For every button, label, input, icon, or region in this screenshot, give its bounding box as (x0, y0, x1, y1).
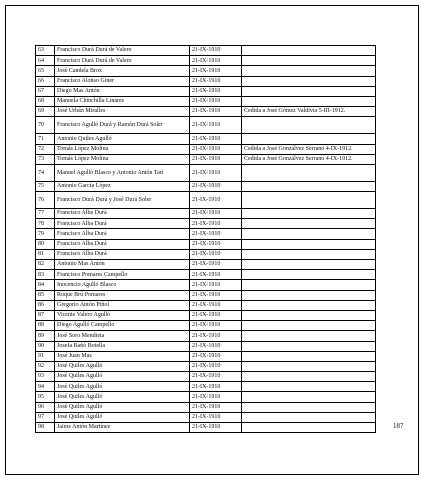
row-number: 81 (36, 249, 55, 259)
row-name: José Quiles Agulló (55, 372, 190, 382)
row-note (242, 86, 376, 96)
row-note (242, 392, 376, 402)
table-row (36, 66, 376, 76)
row-name: Francisco Durá Durá y José Durá Soler (55, 192, 190, 209)
row-number: 64 (36, 56, 55, 66)
table-row (36, 260, 376, 270)
row-number: 74 (36, 164, 55, 181)
row-name: Antonio García López (55, 181, 190, 191)
table-row (36, 392, 376, 402)
row-note (242, 229, 376, 239)
row-note (242, 331, 376, 341)
row-name: Francisco Agulló Durá y Ramón Durá Soler (55, 117, 190, 134)
table-row (36, 164, 376, 181)
row-note: Cedida a José Gómez Valdivia 5-III-1912. (242, 107, 376, 117)
row-date: 21-IX-1910 (190, 154, 242, 164)
row-note (242, 321, 376, 331)
row-date: 21-IX-1910 (190, 270, 242, 280)
row-number: 68 (36, 96, 55, 106)
row-date: 21-IX-1910 (190, 331, 242, 341)
row-note (242, 361, 376, 371)
row-name: Antonio Mas Antón (55, 260, 190, 270)
row-note (242, 134, 376, 144)
row-number: 92 (36, 361, 55, 371)
row-name: Josefa Bañó Botella (55, 341, 190, 351)
row-date: 21-IX-1910 (190, 341, 242, 351)
table-row (36, 300, 376, 310)
row-date: 21-IX-1910 (190, 96, 242, 106)
row-date: 21-IX-1910 (190, 260, 242, 270)
row-date: 21-IX-1910 (190, 66, 242, 76)
table-row (36, 351, 376, 361)
row-name: Diego Mas Antón (55, 86, 190, 96)
table-row (36, 310, 376, 320)
row-note: Cedida a José Gonzálvez Serrano 4-IX-1912. (242, 154, 376, 164)
row-number: 90 (36, 341, 55, 351)
row-number: 97 (36, 412, 55, 422)
row-note (242, 382, 376, 392)
table-row (36, 144, 376, 154)
row-name: Vicente Valero Agulló (55, 310, 190, 320)
row-date: 21-IX-1910 (190, 412, 242, 422)
row-number: 95 (36, 392, 55, 402)
row-note (242, 402, 376, 412)
row-number: 65 (36, 66, 55, 76)
table-row (36, 154, 376, 164)
table-row (36, 239, 376, 249)
table-row (36, 134, 376, 144)
table-row (36, 96, 376, 106)
table-row (36, 423, 376, 433)
row-date: 21-IX-1910 (190, 249, 242, 259)
table-row (36, 107, 376, 117)
row-date: 21-IX-1910 (190, 280, 242, 290)
row-note (242, 164, 376, 181)
row-number: 89 (36, 331, 55, 341)
row-note (242, 290, 376, 300)
row-number: 98 (36, 423, 55, 433)
row-date: 21-IX-1910 (190, 209, 242, 219)
row-note (242, 270, 376, 280)
row-name: Francisco Alba Durá (55, 219, 190, 229)
row-name: José Quiles Agulló (55, 402, 190, 412)
table-row (36, 117, 376, 134)
row-note (242, 412, 376, 422)
row-name: Manuel Agulló Blasco y Antonio Antón Tari (55, 164, 190, 181)
table-row (36, 219, 376, 229)
row-date: 21-IX-1910 (190, 192, 242, 209)
row-number: 83 (36, 270, 55, 280)
row-note (242, 209, 376, 219)
row-number: 79 (36, 229, 55, 239)
row-name: Francisco Pomares Campello (55, 270, 190, 280)
row-number: 66 (36, 76, 55, 86)
row-number: 85 (36, 290, 55, 300)
row-name: José Quiles Agulló (55, 412, 190, 422)
row-number: 75 (36, 181, 55, 191)
row-date: 21-IX-1910 (190, 164, 242, 181)
row-note (242, 280, 376, 290)
register-table-body (36, 46, 376, 433)
table-row (36, 402, 376, 412)
row-date: 21-IX-1910 (190, 181, 242, 191)
row-number: 71 (36, 134, 55, 144)
table-row (36, 290, 376, 300)
row-number: 82 (36, 260, 55, 270)
table-row (36, 86, 376, 96)
row-note (242, 76, 376, 86)
table-row (36, 270, 376, 280)
row-note (242, 310, 376, 320)
row-date: 21-IX-1910 (190, 351, 242, 361)
row-name: José Quiles Agulló (55, 361, 190, 371)
row-date: 21-IX-1910 (190, 361, 242, 371)
row-note (242, 351, 376, 361)
row-date: 21-IX-1910 (190, 134, 242, 144)
table-row (36, 192, 376, 209)
row-number: 86 (36, 300, 55, 310)
row-name: Gregorio Antón Piñol (55, 300, 190, 310)
table-row (36, 331, 376, 341)
row-date: 21-IX-1910 (190, 423, 242, 433)
row-number: 73 (36, 154, 55, 164)
row-name: Inocencio Agulló Blasco (55, 280, 190, 290)
row-note (242, 181, 376, 191)
row-number: 93 (36, 372, 55, 382)
row-name: José Quiles Agulló (55, 382, 190, 392)
row-number: 88 (36, 321, 55, 331)
row-note (242, 46, 376, 56)
row-note (242, 372, 376, 382)
row-date: 21-IX-1910 (190, 392, 242, 402)
row-number: 94 (36, 382, 55, 392)
row-note (242, 219, 376, 229)
row-number: 78 (36, 219, 55, 229)
table-row (36, 412, 376, 422)
table-row (36, 249, 376, 259)
table-row (36, 372, 376, 382)
table-row (36, 56, 376, 66)
row-date: 21-IX-1910 (190, 229, 242, 239)
row-name: Francisco Durá Durá de Valero (55, 46, 190, 56)
table-row (36, 76, 376, 86)
row-date: 21-IX-1910 (190, 239, 242, 249)
register-table (35, 45, 376, 433)
row-date: 21-IX-1910 (190, 382, 242, 392)
row-number: 77 (36, 209, 55, 219)
row-note (242, 117, 376, 134)
row-name: José Soro Mendieta (55, 331, 190, 341)
row-number: 67 (36, 86, 55, 96)
row-note (242, 66, 376, 76)
row-number: 70 (36, 117, 55, 134)
row-date: 21-IX-1910 (190, 310, 242, 320)
row-name: José Juan Mas (55, 351, 190, 361)
row-date: 21-IX-1910 (190, 402, 242, 412)
table-row (36, 209, 376, 219)
row-date: 21-IX-1910 (190, 300, 242, 310)
row-date: 21-IX-1910 (190, 107, 242, 117)
row-note (242, 192, 376, 209)
row-name: José Candela Brox (55, 66, 190, 76)
row-number: 76 (36, 192, 55, 209)
row-number: 63 (36, 46, 55, 56)
row-name: Roque Brú Pomares (55, 290, 190, 300)
row-name: Francisco Alba Durá (55, 239, 190, 249)
row-name: José Urbán Miralles (55, 107, 190, 117)
row-name: Jaime Antón Martínez (55, 423, 190, 433)
table-row (36, 280, 376, 290)
table-row (36, 181, 376, 191)
table-row (36, 46, 376, 56)
row-name: Diego Agulló Campello (55, 321, 190, 331)
row-date: 21-IX-1910 (190, 86, 242, 96)
table-row (36, 382, 376, 392)
page-number: 187 (393, 422, 404, 430)
table-row (36, 341, 376, 351)
row-date: 21-IX-1910 (190, 144, 242, 154)
row-date: 21-IX-1910 (190, 46, 242, 56)
row-date: 21-IX-1910 (190, 219, 242, 229)
row-note (242, 300, 376, 310)
row-name: Francisco Durá Durá de Valero (55, 56, 190, 66)
row-name: Manuela Chinchilla Linares (55, 96, 190, 106)
row-name: José Quiles Agulló (55, 392, 190, 402)
row-date: 21-IX-1910 (190, 290, 242, 300)
row-date: 21-IX-1910 (190, 76, 242, 86)
row-note (242, 56, 376, 66)
row-number: 84 (36, 280, 55, 290)
table-row (36, 321, 376, 331)
row-name: Francisco Alba Durá (55, 229, 190, 239)
row-note (242, 249, 376, 259)
row-note: Cedida a José Gonzálvez Serrano 4-IX-1912. (242, 144, 376, 154)
row-name: Francisco Alonso Giner (55, 76, 190, 86)
row-note (242, 96, 376, 106)
row-date: 21-IX-1910 (190, 372, 242, 382)
row-name: Francisco Alba Durá (55, 249, 190, 259)
row-number: 91 (36, 351, 55, 361)
row-date: 21-IX-1910 (190, 56, 242, 66)
row-number: 69 (36, 107, 55, 117)
row-note (242, 239, 376, 249)
row-number: 72 (36, 144, 55, 154)
row-note (242, 260, 376, 270)
row-date: 21-IX-1910 (190, 117, 242, 134)
row-number: 80 (36, 239, 55, 249)
row-name: Francisco Alba Durá (55, 209, 190, 219)
row-name: Tomás López Molina (55, 144, 190, 154)
table-row (36, 229, 376, 239)
row-note (242, 341, 376, 351)
row-date: 21-IX-1910 (190, 321, 242, 331)
table-row (36, 361, 376, 371)
row-number: 96 (36, 402, 55, 412)
row-name: Tomás López Molina (55, 154, 190, 164)
row-name: Antonio Quiles Agulló (55, 134, 190, 144)
row-number: 87 (36, 310, 55, 320)
row-note (242, 423, 376, 433)
